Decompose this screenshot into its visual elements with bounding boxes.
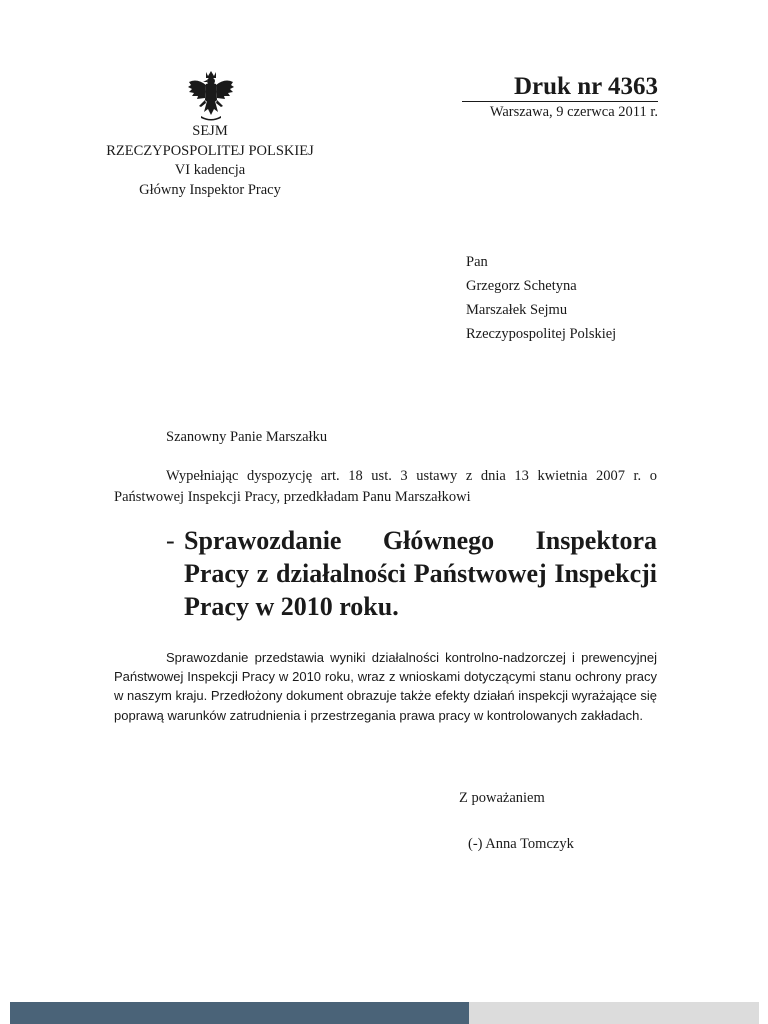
footer-bar-dark <box>10 1002 469 1024</box>
document-number-underline <box>462 101 658 102</box>
addressee-line: Pan <box>466 254 488 270</box>
sender-header <box>60 122 360 200</box>
signature: (-) Anna Tomczyk <box>468 836 574 852</box>
addressee-line: Grzegorz Schetyna <box>466 278 577 294</box>
salutation: Szanowny Panie Marszałku <box>166 429 328 445</box>
closing-phrase: Z poważaniem <box>459 790 545 806</box>
document-date: Warszawa, 9 czerwca 2011 r. <box>489 104 658 120</box>
header-line-sejm: SEJM <box>192 123 228 139</box>
header-line-term: VI kadencja <box>174 162 246 178</box>
report-title <box>166 524 657 623</box>
header-line-inspector: Główny Inspektor Pracy <box>139 181 281 198</box>
intro-paragraph: Wypełniając dyspozycję art. 18 ust. 3 ustawy z dnia 13 kwietnia 2007 r. o Państwowej Inspekcji Pracy, przedkładam Panu Marszałkowi <box>114 468 657 505</box>
addressee-line: Rzeczypospolitej Polskiej <box>466 326 617 342</box>
addressee-block <box>466 250 616 346</box>
header-line-republic: RZECZYPOSPOLITEJ POLSKIEJ <box>106 142 314 159</box>
polish-eagle-emblem-icon <box>187 70 235 122</box>
addressee-line: Marszałek Sejmu <box>466 302 568 318</box>
title-dash: - <box>166 526 175 555</box>
body-paragraph: Sprawozdanie przedstawia wyniki działalności kontrolno-nadzorczej i prewencyjnej Państwowej Inspekcji Pracy w 2010 roku, wraz z wnioskami dotyczącymi stanu ochrony pracy w naszym kraju. Przedłożony dokument obrazuje także efekty działań inspekcji wyrażające się poprawą warunków zatrudnienia i przestrzegania prawa pracy w kontrolowanych zakładach. <box>114 650 657 723</box>
footer-bar-light <box>469 1002 759 1024</box>
report-title-text: Sprawozdanie Głównego Inspektora Pracy z działalności Państwowej Inspekcji Pracy w 2010 roku. <box>184 526 657 621</box>
document-number: Druk nr 4363 <box>513 73 658 100</box>
